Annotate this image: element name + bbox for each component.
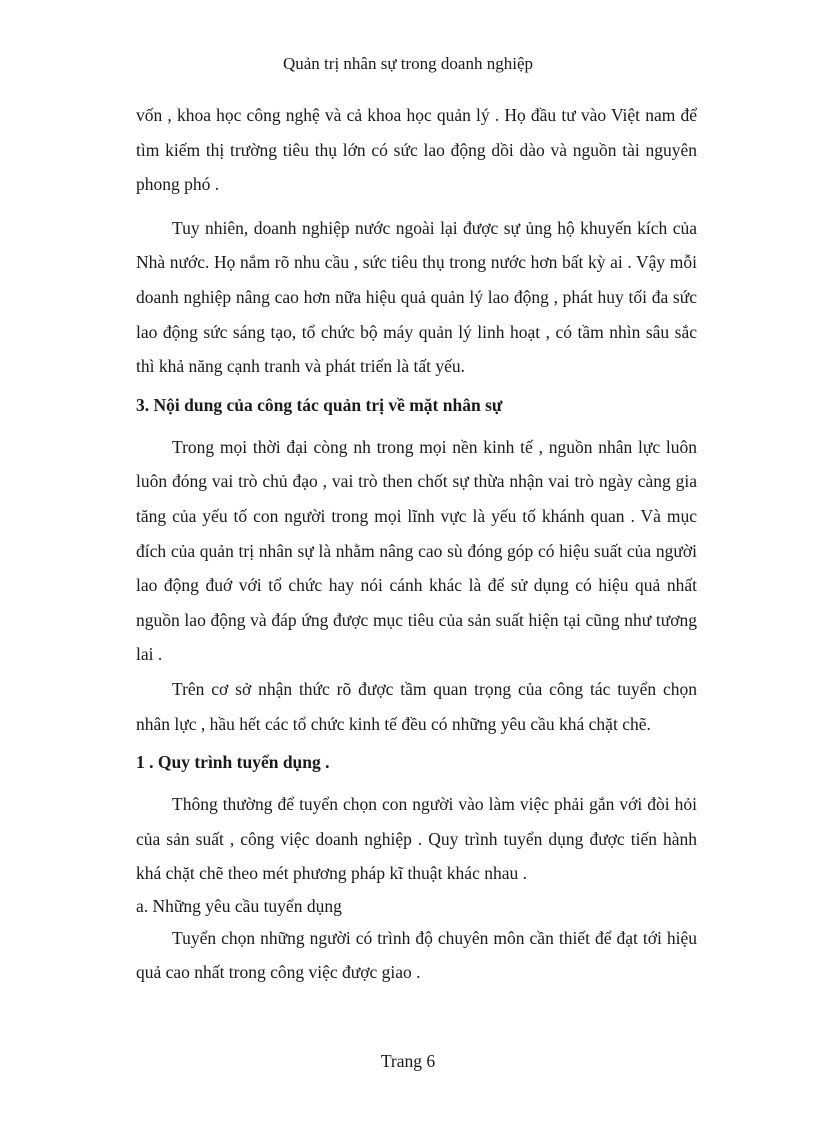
subheading-a: a. Những yêu cầu tuyển dụng — [136, 895, 342, 916]
section-heading-1: 1 . Quy trình tuyển dụng . — [136, 752, 330, 773]
page-content — [136, 98, 697, 990]
paragraph-recruitment-requirements: Tuyển chọn những người có trình độ chuyên môn cần thiết để đạt tới hiệu quả cao nhất trong công việc được giao . — [136, 927, 697, 983]
page-number: Trang 6 — [380, 1051, 436, 1071]
page-header: Quản trị nhân sự trong doanh nghiệp — [282, 54, 533, 73]
paragraph-recruitment-awareness: Trên cơ sở nhận thức rõ được tầm quan trọng của công tác tuyển chọn nhân lực , hầu hết các tổ chức kinh tế đều có những yêu cầu khá chặt chẽ. — [136, 678, 697, 734]
paragraph-recruitment-process: Thông thường để tuyển chọn con người vào làm việc phải gắn với đòi hỏi của sản suất , công việc doanh nghiệp . Quy trình tuyển dụng được tiến hành khá chặt chẽ theo mét phương pháp kĩ thuật khác nhau . — [136, 794, 697, 884]
paragraph-foreign-enterprises: Tuy nhiên, doanh nghiệp nước ngoài lại được sự ủng hộ khuyến kích của Nhà nước. Họ nắm rõ nhu cầu , sức tiêu thụ trong nước hơn bất kỳ ai . Vậy mỗi doanh nghiệp nâng cao hơn nữa hiệu quả quản lý lao động , phát huy tối đa sức lao động sức sáng tạo, tổ chức bộ máy quản lý linh hoạt , có tầm nhìn sâu sắc thì khả năng cạnh tranh và phát triển là tất yếu. — [136, 217, 697, 377]
paragraph-continuation: vốn , khoa học công nghệ và cả khoa học quản lý . Họ đầu tư vào Việt nam để tìm kiếm thị trường tiêu thụ lớn có sức lao động dồi dào và nguồn tài nguyên phong phó . — [136, 105, 697, 195]
section-heading-3: 3. Nội dung của công tác quản trị về mặt nhân sự — [136, 394, 503, 415]
paragraph-human-resources: Trong mọi thời đại còng nh trong mọi nền kinh tế , nguồn nhân lực luôn luôn đóng vai trò chủ đạo , vai trò then chốt sự thừa nhận vai trò ngày càng gia tăng của yếu tố con người trong mọi lĩnh vực là yếu tố khánh quan . Và mục đích của quản trị nhân sự là nhằm nâng cao sù đóng góp có hiệu suất của người lao động đuớ với tổ chức hay nói cánh khác là để sử dụng có hiệu quả nhất nguồn lao động và đáp ứng được mục tiêu của sản suất hiện tại cũng như tương lai . — [136, 436, 697, 665]
